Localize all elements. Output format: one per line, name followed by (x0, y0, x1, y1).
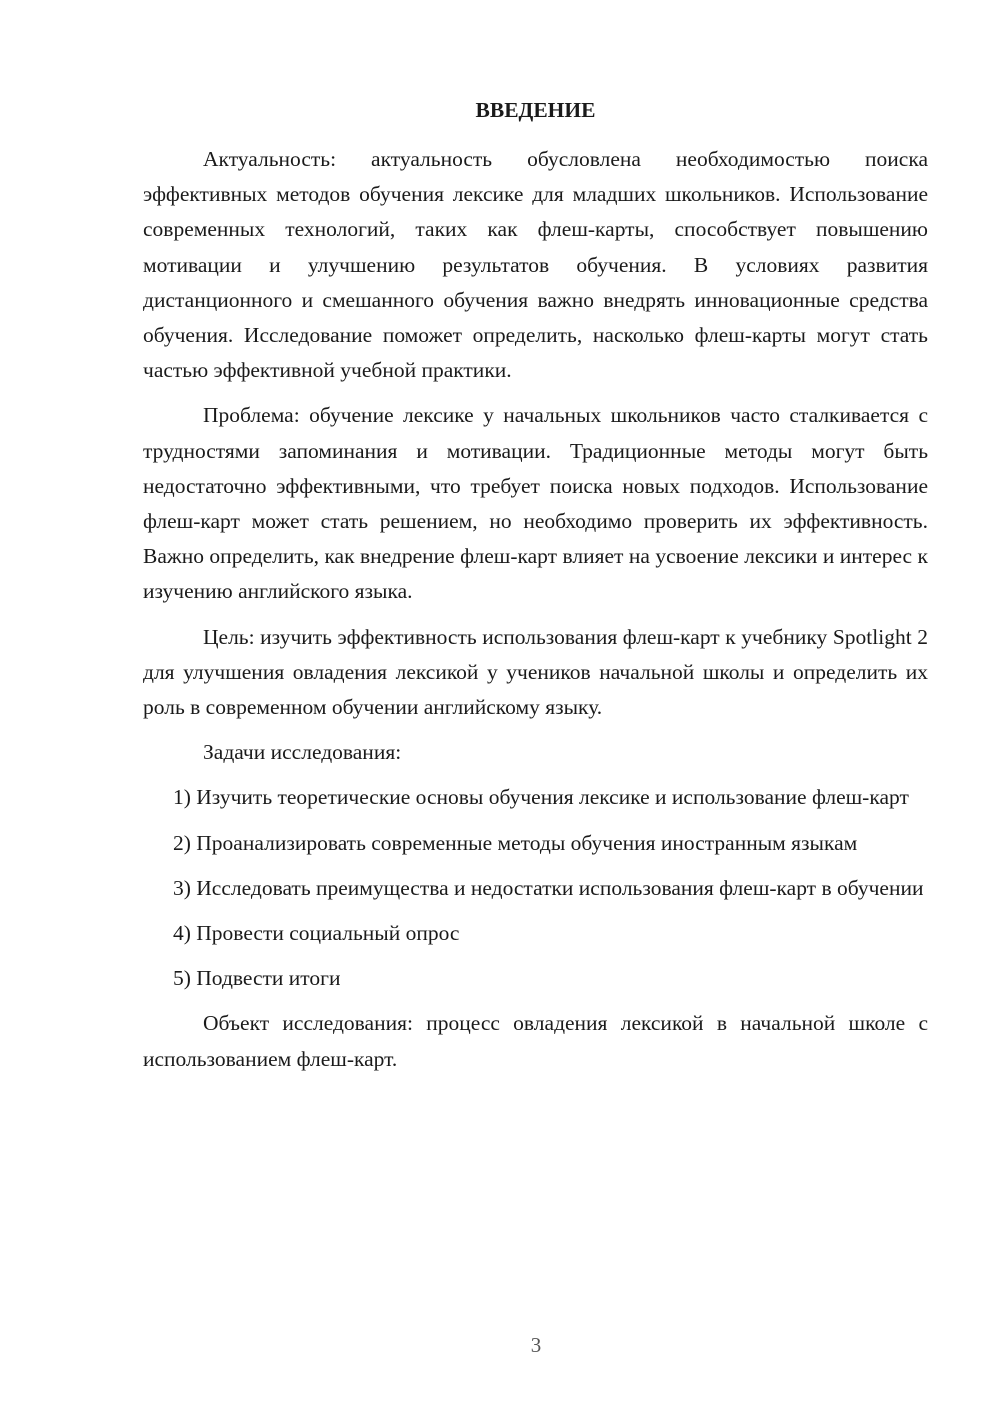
task-item: 5) Подвести итоги (173, 966, 341, 991)
task-item: 4) Провести социальный опрос (173, 921, 460, 946)
object-paragraph: Объект исследования: процесс овладения лексикой в начальной школе с использованием флеш-карт. (143, 1011, 928, 1071)
goal-paragraph: Цель: изучить эффективность использования флеш-карт к учебнику Spotlight 2 для улучшения овладения лексикой у учеников начальной школы и определить их роль в современном обучении английскому языку. (143, 624, 928, 720)
relevance-paragraph: Актуальность: актуальность обусловлена необходимостью поиска эффективных методов обучения лексике для младших школьников. Использование современных технологий, таких как флеш-карты, способствует повышению мотивации и улучшению результатов обучения. В условиях развития дистанционного и смешанного обучения важно внедрять инновационные средства обучения. Исследование поможет определить, насколько флеш-карты могут стать частью эффективной учебной практики. (143, 147, 928, 383)
tasks-title: Задачи исследования: (203, 740, 402, 765)
task-item: 2) Проанализировать современные методы обучения иностранным языкам (173, 830, 858, 855)
tasks-list (143, 780, 928, 996)
page-content (143, 93, 928, 1087)
page-number: 3 (530, 1333, 542, 1357)
section-heading: ВВЕДЕНИЕ (475, 98, 596, 122)
task-item: 1) Изучить теоретические основы обучения лексике и использование флеш-карт (173, 785, 909, 810)
task-item: 3) Исследовать преимущества и недостатки использования флеш-карт в обучении (173, 875, 924, 900)
problem-paragraph: Проблема: обучение лексике у начальных школьников часто сталкивается с трудностями запоминания и мотивации. Традиционные методы могут быть недостаточно эффективными, что требует поиска новых подходов. Использование флеш-карт может стать решением, но необходимо проверить их эффективность. Важно определить, как внедрение флеш-карт влияет на усвоение лексики и интерес к изучению английского языка. (143, 403, 928, 604)
